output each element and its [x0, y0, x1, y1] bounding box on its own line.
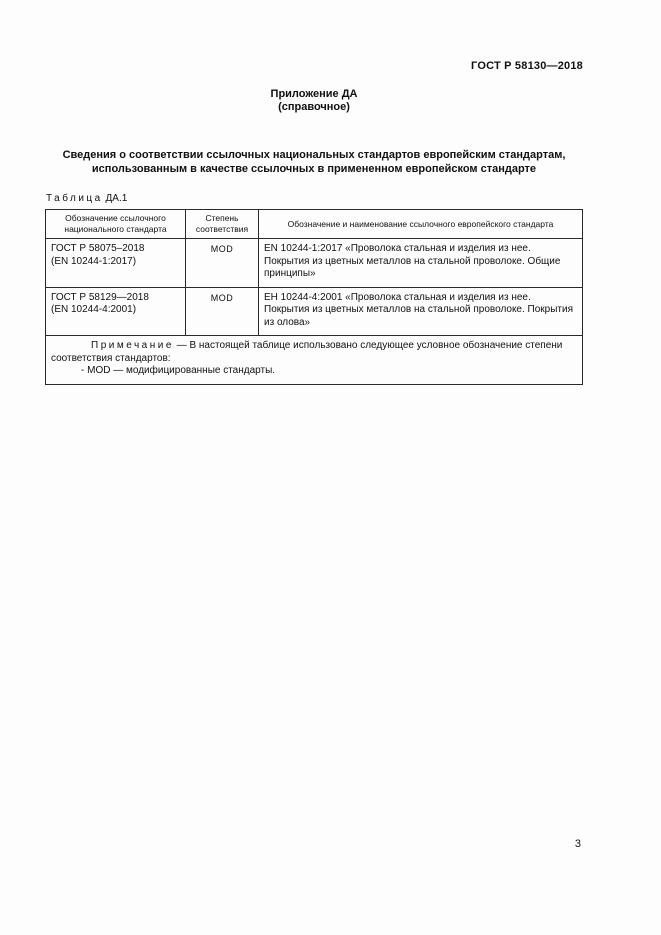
national-standard-en-ref: (EN 10244-1:2017) — [51, 255, 137, 267]
table-note — [46, 336, 583, 385]
table-header-row — [46, 210, 583, 239]
national-standard-number: ГОСТ Р 58129—2018 — [51, 291, 149, 303]
table-row — [46, 287, 583, 336]
cell-national-standard — [46, 287, 186, 336]
cell-european-standard: EN 10244-1:2017 «Проволока стальная и изделия из нее. Покрытия из цветных металлов на стальной проволоке. Общие принципы» — [259, 239, 583, 288]
annex-block — [45, 88, 583, 114]
note-label: Примечание — [91, 340, 174, 351]
section-heading: Сведения о соответствии ссылочных национальных стандартов европейским стандартам, использованным в качестве ссылочных в примененном европейском стандарте — [62, 149, 566, 175]
note-item: - MOD — модифицированные стандарты. — [81, 365, 276, 376]
cell-degree: MOD — [186, 287, 259, 336]
doc-number: ГОСТ Р 58130—2018 — [471, 60, 583, 72]
col-header-european-standard: Обозначение и наименование ссылочного европейского стандарта — [259, 210, 583, 239]
cell-european-standard: ЕН 10244-4:2001 «Проволока стальная и изделия из нее. Покрытия из цветных металлов на стальной проволоке. Покрытия из олова» — [259, 287, 583, 336]
col-header-national-standard: Обозначение ссылочного национального стандарта — [46, 210, 186, 239]
correspondence-table — [45, 209, 583, 385]
national-standard-en-ref: (EN 10244-4:2001) — [51, 304, 137, 315]
table-caption — [46, 193, 127, 204]
annex-title: Приложение ДА — [270, 88, 358, 100]
national-standard-number: ГОСТ Р 58075–2018 — [51, 243, 145, 254]
table-note-row — [46, 336, 583, 385]
annex-subtitle: (справочное) — [278, 101, 350, 113]
cell-national-standard — [46, 239, 186, 288]
table-row — [46, 239, 583, 288]
table-caption-word: Таблица — [46, 193, 103, 204]
page-number: 3 — [574, 838, 581, 850]
note-text: — В настоящей таблице использовано следующее условное обозначение степени соответствия стандартов: — [51, 340, 563, 364]
note-paragraph — [51, 340, 577, 365]
col-header-degree: Степень соответствия — [186, 210, 259, 239]
table-caption-number: ДА.1 — [105, 193, 128, 204]
cell-degree: MOD — [186, 239, 259, 288]
